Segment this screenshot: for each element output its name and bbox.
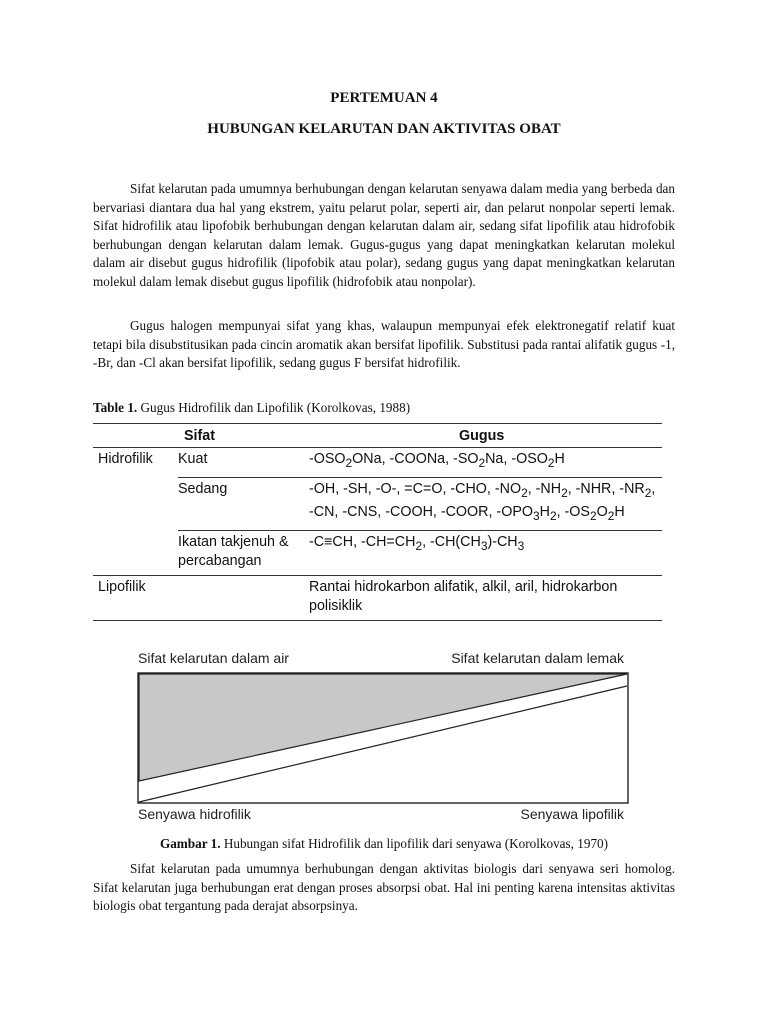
paragraph-1: Sifat kelarutan pada umumnya berhubungan dengan kelarutan senyawa dalam media yang berbeda dan bervariasi diantara dua hal yang ekstrem, yaitu pelarut polar, seperti air, dan pelarut nonpolar seperti lemak. Sifat hidrofilik atau lipofobik berhubungan dengan kelarutan dalam air, sedang sifat lipofilik atau hidrofobik berhubungan dengan kelarutan dalam lemak. Gugus-gugus yang dapat meningkatkan kelarutan molekul dalam air disebut gugus hidrofilik (lipofobik atau polar), sedang gugus yang dapat meningkatkan kelarutan molekul dalam lemak disebut gugus lipofilik (hidrofobik atau nonpolar). bbox=[93, 181, 675, 289]
solubility-diagram bbox=[136, 670, 632, 810]
paragraph-3: Sifat kelarutan pada umumnya berhubungan dengan aktivitas biologis dari senyawa seri homolog. Sifat kelarutan juga berhubungan erat dengan proses absorpsi obat. Hal ini penting karena intensitas aktivitas biologis obat tergantung pada derajat absorpsinya. bbox=[93, 861, 675, 914]
table-caption bbox=[93, 400, 410, 416]
page-heading: PERTEMUAN 4 bbox=[330, 90, 438, 106]
row-gugus: -C≡CH, $-CH=CH_2$, $-CH(CH_3)-CH_3$ bbox=[309, 530, 662, 575]
gugus-table bbox=[93, 423, 662, 621]
table-header-row bbox=[93, 424, 662, 448]
figure-caption bbox=[0, 836, 768, 852]
page-title: HUBUNGAN KELARUTAN DAN AKTIVITAS OBAT bbox=[207, 121, 561, 137]
table-caption-text: Gugus Hidrofilik dan Lipofilik (Korolkovas, 1988) bbox=[137, 400, 411, 415]
label-kelarutan-lemak: Sifat kelarutan dalam lemak bbox=[451, 650, 624, 666]
hydrophilic-region bbox=[139, 674, 627, 781]
table-row bbox=[93, 448, 662, 478]
header-sifat: Sifat bbox=[178, 424, 309, 448]
figure-caption-label: Gambar 1. bbox=[159, 836, 221, 851]
row-gugus: $-OSO_2ONa$, -COONa, $-SO_2Na$, $-OSO_2H$ bbox=[309, 451, 565, 470]
row-group bbox=[93, 530, 178, 575]
row-sub: Sedang bbox=[178, 477, 309, 530]
figure-caption-text: Hubungan sifat Hidrofilik dan lipofilik dari senyawa (Korolkovas, 1970) bbox=[220, 836, 609, 851]
label-senyawa-lipofilik: Senyawa lipofilik bbox=[520, 806, 624, 822]
paragraph-2: Gugus halogen mempunyai sifat yang khas, walaupun mempunyai efek elektronegatif relatif kuat tetapi bila disubstitusikan pada cincin aromatik akan bersifat lipofilik. Substitusi pada rantai alifatik gugus -1, -Br, dan -Cl akan bersifat lipofilik, sedang gugus F bersifat hidrofilik. bbox=[93, 318, 675, 371]
row-group bbox=[93, 477, 178, 530]
table-row bbox=[93, 575, 662, 620]
label-kelarutan-air: Sifat kelarutan dalam air bbox=[138, 650, 289, 666]
row-sub: Kuat bbox=[178, 451, 208, 467]
table-caption-label: Table 1. bbox=[93, 400, 138, 415]
row-gugus: -OH, -SH, -O-, =C=O, -CHO, $-NO_2$, $-NH_2$, -NHR, $-NR_2$, -CN, -CNS, -COOH, -COOR, $-OPO_3H_2$, $-OS_2O_2H$ bbox=[309, 477, 662, 530]
table-row bbox=[93, 477, 662, 530]
row-sub bbox=[178, 575, 309, 620]
row-group: Lipofilik bbox=[93, 575, 178, 620]
label-senyawa-hidrofilik: Senyawa hidrofilik bbox=[138, 806, 251, 822]
header-gugus: Gugus bbox=[309, 424, 662, 448]
row-gugus: Rantai hidrokarbon alifatik, alkil, aril, hidrokarbon polisiklik bbox=[309, 575, 662, 620]
table-row bbox=[93, 530, 662, 575]
row-group: Hidrofilik bbox=[98, 451, 153, 467]
row-sub: Ikatan takjenuh & percabangan bbox=[178, 530, 309, 575]
